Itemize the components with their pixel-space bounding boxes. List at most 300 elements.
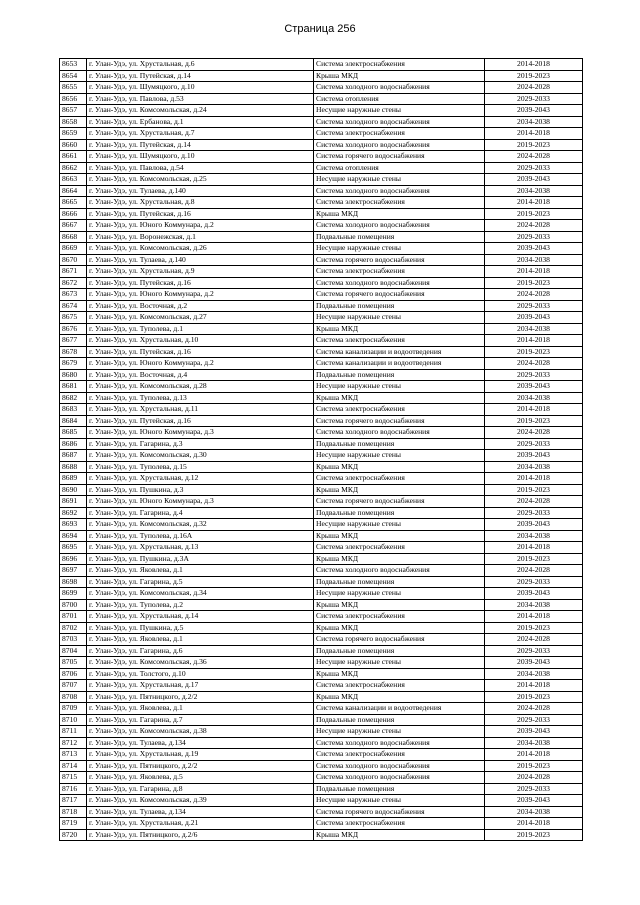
address-cell: г. Улан-Удэ, ул. Комсомольская, д.26 [87, 243, 314, 255]
table-row [60, 622, 583, 634]
record-number-cell: 8675 [60, 312, 87, 324]
table-row [60, 266, 583, 278]
repair-period-cell: 2034-2038 [485, 116, 583, 128]
record-number-cell: 8666 [60, 208, 87, 220]
building-system-cell: Крыша МКД [314, 461, 485, 473]
building-system-cell: Система электроснабжения [314, 335, 485, 347]
record-number-cell: 8672 [60, 277, 87, 289]
table-row [60, 473, 583, 485]
record-number-cell: 8708 [60, 691, 87, 703]
building-system-cell: Система холодного водоснабжения [314, 277, 485, 289]
building-system-cell: Система холодного водоснабжения [314, 139, 485, 151]
repair-period-cell: 2019-2023 [485, 70, 583, 82]
repair-period-cell: 2029-2033 [485, 231, 583, 243]
building-system-cell: Подвальные помещения [314, 231, 485, 243]
repair-period-cell: 2029-2033 [485, 93, 583, 105]
repair-period-cell: 2019-2023 [485, 484, 583, 496]
table-row [60, 404, 583, 416]
table-row [60, 116, 583, 128]
address-cell: г. Улан-Удэ, ул. Путейская, д.16 [87, 277, 314, 289]
table-row [60, 611, 583, 623]
address-cell: г. Улан-Удэ, ул. Хрустальная, д.6 [87, 59, 314, 71]
repair-period-cell: 2029-2033 [485, 645, 583, 657]
address-cell: г. Улан-Удэ, ул. Комсомольская, д.34 [87, 588, 314, 600]
table-row [60, 231, 583, 243]
table-row [60, 576, 583, 588]
repair-period-cell: 2024-2028 [485, 289, 583, 301]
building-system-cell: Система холодного водоснабжения [314, 116, 485, 128]
repair-period-cell: 2014-2018 [485, 611, 583, 623]
building-system-cell: Система канализации и водоотведения [314, 703, 485, 715]
building-system-cell: Система холодного водоснабжения [314, 772, 485, 784]
repair-period-cell: 2014-2018 [485, 542, 583, 554]
building-system-cell: Система электроснабжения [314, 128, 485, 140]
table-row [60, 818, 583, 830]
repair-period-cell: 2024-2028 [485, 358, 583, 370]
address-cell: г. Улан-Удэ, ул. Пушкина, д.5 [87, 622, 314, 634]
repair-period-cell: 2014-2018 [485, 197, 583, 209]
repair-period-cell: 2034-2038 [485, 254, 583, 266]
address-cell: г. Улан-Удэ, ул. Юного Коммунара, д.2 [87, 220, 314, 232]
building-system-cell: Система электроснабжения [314, 542, 485, 554]
record-number-cell: 8653 [60, 59, 87, 71]
record-number-cell: 8663 [60, 174, 87, 186]
address-cell: г. Улан-Удэ, ул. Юного Коммунара, д.3 [87, 496, 314, 508]
address-cell: г. Улан-Удэ, ул. Хрустальная, д.12 [87, 473, 314, 485]
record-number-cell: 8709 [60, 703, 87, 715]
record-number-cell: 8661 [60, 151, 87, 163]
record-number-cell: 8700 [60, 599, 87, 611]
building-system-cell: Система электроснабжения [314, 611, 485, 623]
building-system-cell: Несущие наружные стены [314, 174, 485, 186]
record-number-cell: 8684 [60, 415, 87, 427]
record-number-cell: 8686 [60, 438, 87, 450]
table-row [60, 415, 583, 427]
repair-period-cell: 2039-2043 [485, 450, 583, 462]
building-system-cell: Система электроснабжения [314, 404, 485, 416]
record-number-cell: 8704 [60, 645, 87, 657]
building-system-cell: Система отопления [314, 162, 485, 174]
building-system-cell: Крыша МКД [314, 599, 485, 611]
building-system-cell: Система холодного водоснабжения [314, 565, 485, 577]
record-number-cell: 8681 [60, 381, 87, 393]
address-cell: г. Улан-Удэ, ул. Шумяцкого, д.10 [87, 151, 314, 163]
address-cell: г. Улан-Удэ, ул. Хрустальная, д.10 [87, 335, 314, 347]
repair-period-cell: 2039-2043 [485, 174, 583, 186]
record-number-cell: 8718 [60, 806, 87, 818]
repair-period-cell: 2039-2043 [485, 312, 583, 324]
record-number-cell: 8677 [60, 335, 87, 347]
record-number-cell: 8664 [60, 185, 87, 197]
repair-period-cell: 2029-2033 [485, 714, 583, 726]
repair-period-cell: 2019-2023 [485, 760, 583, 772]
table-row [60, 496, 583, 508]
address-cell: г. Улан-Удэ, ул. Путейская, д.16 [87, 208, 314, 220]
repair-period-cell: 2039-2043 [485, 795, 583, 807]
building-system-cell: Система холодного водоснабжения [314, 185, 485, 197]
record-number-cell: 8701 [60, 611, 87, 623]
table-row [60, 208, 583, 220]
table-row [60, 783, 583, 795]
repair-period-cell: 2034-2038 [485, 392, 583, 404]
table-row [60, 519, 583, 531]
building-system-cell: Система горячего водоснабжения [314, 496, 485, 508]
record-number-cell: 8678 [60, 346, 87, 358]
record-number-cell: 8720 [60, 829, 87, 841]
building-system-cell: Система горячего водоснабжения [314, 634, 485, 646]
address-cell: г. Улан-Удэ, ул. Пушкина, д.3 [87, 484, 314, 496]
repair-period-cell: 2039-2043 [485, 105, 583, 117]
record-number-cell: 8687 [60, 450, 87, 462]
table-row [60, 162, 583, 174]
record-number-cell: 8698 [60, 576, 87, 588]
repair-period-cell: 2019-2023 [485, 139, 583, 151]
building-system-cell: Крыша МКД [314, 484, 485, 496]
repair-period-cell: 2029-2033 [485, 438, 583, 450]
table-row [60, 197, 583, 209]
record-number-cell: 8667 [60, 220, 87, 232]
address-cell: г. Улан-Удэ, ул. Комсомольская, д.27 [87, 312, 314, 324]
record-number-cell: 8692 [60, 507, 87, 519]
address-cell: г. Улан-Удэ, ул. Тулаева, д.140 [87, 254, 314, 266]
record-number-cell: 8714 [60, 760, 87, 772]
table-row [60, 93, 583, 105]
address-cell: г. Улан-Удэ, ул. Павлова, д.53 [87, 93, 314, 105]
repair-period-cell: 2014-2018 [485, 818, 583, 830]
record-number-cell: 8702 [60, 622, 87, 634]
table-row [60, 323, 583, 335]
repair-period-cell: 2039-2043 [485, 726, 583, 738]
repair-period-cell: 2019-2023 [485, 415, 583, 427]
address-cell: г. Улан-Удэ, ул. Хрустальная, д.11 [87, 404, 314, 416]
address-cell: г. Улан-Удэ, ул. Тулаева, д.134 [87, 806, 314, 818]
building-system-cell: Крыша МКД [314, 392, 485, 404]
table-row [60, 277, 583, 289]
building-system-cell: Система горячего водоснабжения [314, 254, 485, 266]
repair-period-cell: 2019-2023 [485, 829, 583, 841]
table-row [60, 680, 583, 692]
building-system-cell: Крыша МКД [314, 208, 485, 220]
building-system-cell: Несущие наружные стены [314, 795, 485, 807]
building-system-cell: Несущие наружные стены [314, 726, 485, 738]
table-row [60, 289, 583, 301]
record-number-cell: 8693 [60, 519, 87, 531]
table-row [60, 726, 583, 738]
building-system-cell: Несущие наружные стены [314, 381, 485, 393]
record-number-cell: 8682 [60, 392, 87, 404]
building-system-cell: Несущие наружные стены [314, 657, 485, 669]
address-cell: г. Улан-Удэ, ул. Юного Коммунара, д.2 [87, 358, 314, 370]
table-row [60, 82, 583, 94]
repair-period-cell: 2019-2023 [485, 346, 583, 358]
record-number-cell: 8715 [60, 772, 87, 784]
record-number-cell: 8683 [60, 404, 87, 416]
table-row [60, 806, 583, 818]
building-system-cell: Система холодного водоснабжения [314, 760, 485, 772]
record-number-cell: 8658 [60, 116, 87, 128]
table-row [60, 335, 583, 347]
address-cell: г. Улан-Удэ, ул. Юного Коммунара, д.3 [87, 427, 314, 439]
address-cell: г. Улан-Удэ, ул. Путейская, д.16 [87, 415, 314, 427]
repair-period-cell: 2034-2038 [485, 530, 583, 542]
repair-period-cell: 2024-2028 [485, 82, 583, 94]
repair-period-cell: 2024-2028 [485, 634, 583, 646]
address-cell: г. Улан-Удэ, ул. Хрустальная, д.21 [87, 818, 314, 830]
repair-period-cell: 2034-2038 [485, 461, 583, 473]
building-system-cell: Система электроснабжения [314, 59, 485, 71]
address-cell: г. Улан-Удэ, ул. Туполева, д.13 [87, 392, 314, 404]
record-number-cell: 8694 [60, 530, 87, 542]
repair-period-cell: 2039-2043 [485, 243, 583, 255]
address-cell: г. Улан-Удэ, ул. Комсомольская, д.38 [87, 726, 314, 738]
building-system-cell: Несущие наружные стены [314, 243, 485, 255]
table-row [60, 300, 583, 312]
building-system-cell: Подвальные помещения [314, 507, 485, 519]
table-row [60, 530, 583, 542]
record-number-cell: 8656 [60, 93, 87, 105]
address-cell: г. Улан-Удэ, ул. Пушкина, д.3А [87, 553, 314, 565]
table-row [60, 542, 583, 554]
table-row [60, 139, 583, 151]
table-row [60, 369, 583, 381]
table-row [60, 243, 583, 255]
building-system-cell: Несущие наружные стены [314, 105, 485, 117]
building-system-cell: Система электроснабжения [314, 266, 485, 278]
repair-period-cell: 2014-2018 [485, 128, 583, 140]
building-system-cell: Несущие наружные стены [314, 519, 485, 531]
building-system-cell: Крыша МКД [314, 691, 485, 703]
repair-period-cell: 2034-2038 [485, 806, 583, 818]
repair-period-cell: 2014-2018 [485, 680, 583, 692]
table-row [60, 714, 583, 726]
table-row [60, 128, 583, 140]
table-row [60, 760, 583, 772]
table-row [60, 70, 583, 82]
address-cell: г. Улан-Удэ, ул. Комсомольская, д.25 [87, 174, 314, 186]
table-row [60, 657, 583, 669]
address-cell: г. Улан-Удэ, ул. Пятницкого, д.2/6 [87, 829, 314, 841]
table-row [60, 151, 583, 163]
address-cell: г. Улан-Удэ, ул. Туполева, д.2 [87, 599, 314, 611]
repair-period-cell: 2029-2033 [485, 369, 583, 381]
building-system-cell: Система электроснабжения [314, 680, 485, 692]
record-number-cell: 8712 [60, 737, 87, 749]
table-row [60, 105, 583, 117]
repair-period-cell: 2024-2028 [485, 565, 583, 577]
address-cell: г. Улан-Удэ, ул. Гагарина, д.8 [87, 783, 314, 795]
building-system-cell: Система электроснабжения [314, 818, 485, 830]
table-row [60, 691, 583, 703]
building-system-cell: Подвальные помещения [314, 438, 485, 450]
table-row [60, 795, 583, 807]
address-cell: г. Улан-Удэ, ул. Яковлева, д.1 [87, 634, 314, 646]
table-row [60, 772, 583, 784]
record-number-cell: 8676 [60, 323, 87, 335]
address-cell: г. Улан-Удэ, ул. Путейская, д.14 [87, 70, 314, 82]
address-cell: г. Улан-Удэ, ул. Юного Коммунара, д.2 [87, 289, 314, 301]
address-cell: г. Улан-Удэ, ул. Хрустальная, д.7 [87, 128, 314, 140]
address-cell: г. Улан-Удэ, ул. Хрустальная, д.17 [87, 680, 314, 692]
address-cell: г. Улан-Удэ, ул. Восточная, д.4 [87, 369, 314, 381]
record-number-cell: 8711 [60, 726, 87, 738]
address-cell: г. Улан-Удэ, ул. Павлова, д.54 [87, 162, 314, 174]
page-title: Страница 256 [284, 23, 356, 35]
building-system-cell: Крыша МКД [314, 553, 485, 565]
record-number-cell: 8655 [60, 82, 87, 94]
record-number-cell: 8691 [60, 496, 87, 508]
repair-period-cell: 2024-2028 [485, 427, 583, 439]
building-system-cell: Подвальные помещения [314, 576, 485, 588]
address-cell: г. Улан-Удэ, ул. Толстого, д.10 [87, 668, 314, 680]
address-cell: г. Улан-Удэ, ул. Тулаева, д.134 [87, 737, 314, 749]
repair-period-cell: 2039-2043 [485, 519, 583, 531]
table-row [60, 599, 583, 611]
repair-period-cell: 2034-2038 [485, 737, 583, 749]
address-cell: г. Улан-Удэ, ул. Комсомольская, д.24 [87, 105, 314, 117]
building-system-cell: Крыша МКД [314, 829, 485, 841]
address-cell: г. Улан-Удэ, ул. Туполева, д.16А [87, 530, 314, 542]
building-system-cell: Система горячего водоснабжения [314, 289, 485, 301]
building-system-cell: Система горячего водоснабжения [314, 415, 485, 427]
building-system-cell: Система холодного водоснабжения [314, 220, 485, 232]
record-number-cell: 8660 [60, 139, 87, 151]
building-system-cell: Подвальные помещения [314, 645, 485, 657]
table-row [60, 59, 583, 71]
building-system-cell: Система горячего водоснабжения [314, 806, 485, 818]
record-number-cell: 8713 [60, 749, 87, 761]
address-cell: г. Улан-Удэ, ул. Воронежская, д.1 [87, 231, 314, 243]
repair-period-cell: 2029-2033 [485, 576, 583, 588]
record-number-cell: 8670 [60, 254, 87, 266]
address-cell: г. Улан-Удэ, ул. Гагарина, д.4 [87, 507, 314, 519]
repair-period-cell: 2019-2023 [485, 277, 583, 289]
building-system-cell: Система холодного водоснабжения [314, 737, 485, 749]
repair-period-cell: 2024-2028 [485, 772, 583, 784]
building-system-cell: Несущие наружные стены [314, 450, 485, 462]
repair-period-cell: 2024-2028 [485, 496, 583, 508]
repair-period-cell: 2014-2018 [485, 59, 583, 71]
repair-period-cell: 2019-2023 [485, 691, 583, 703]
record-number-cell: 8703 [60, 634, 87, 646]
register-table-body [60, 59, 583, 841]
building-system-cell: Система электроснабжения [314, 473, 485, 485]
register-table [59, 58, 583, 841]
repair-period-cell: 2024-2028 [485, 151, 583, 163]
address-cell: г. Улан-Удэ, ул. Восточная, д.2 [87, 300, 314, 312]
record-number-cell: 8665 [60, 197, 87, 209]
repair-period-cell: 2024-2028 [485, 703, 583, 715]
address-cell: г. Улан-Удэ, ул. Пятницкого, д.2/2 [87, 691, 314, 703]
building-system-cell: Несущие наружные стены [314, 588, 485, 600]
building-system-cell: Крыша МКД [314, 70, 485, 82]
record-number-cell: 8688 [60, 461, 87, 473]
building-system-cell: Крыша МКД [314, 668, 485, 680]
building-system-cell: Система холодного водоснабжения [314, 82, 485, 94]
table-row [60, 346, 583, 358]
address-cell: г. Улан-Удэ, ул. Яковлева, д.1 [87, 565, 314, 577]
address-cell: г. Улан-Удэ, ул. Хрустальная, д.13 [87, 542, 314, 554]
repair-period-cell: 2024-2028 [485, 220, 583, 232]
repair-period-cell: 2014-2018 [485, 749, 583, 761]
record-number-cell: 8657 [60, 105, 87, 117]
repair-period-cell: 2034-2038 [485, 323, 583, 335]
address-cell: г. Улан-Удэ, ул. Ербанова, д.1 [87, 116, 314, 128]
repair-period-cell: 2029-2033 [485, 507, 583, 519]
record-number-cell: 8716 [60, 783, 87, 795]
address-cell: г. Улан-Удэ, ул. Гагарина, д.7 [87, 714, 314, 726]
table-row [60, 749, 583, 761]
repair-period-cell: 2039-2043 [485, 381, 583, 393]
table-row [60, 737, 583, 749]
table-row [60, 220, 583, 232]
record-number-cell: 8673 [60, 289, 87, 301]
table-row [60, 461, 583, 473]
record-number-cell: 8662 [60, 162, 87, 174]
table-row [60, 634, 583, 646]
repair-period-cell: 2014-2018 [485, 266, 583, 278]
record-number-cell: 8674 [60, 300, 87, 312]
table-row [60, 507, 583, 519]
repair-period-cell: 2029-2033 [485, 162, 583, 174]
record-number-cell: 8695 [60, 542, 87, 554]
repair-period-cell: 2019-2023 [485, 208, 583, 220]
record-number-cell: 8697 [60, 565, 87, 577]
address-cell: г. Улан-Удэ, ул. Пятницкого, д.2/2 [87, 760, 314, 772]
record-number-cell: 8685 [60, 427, 87, 439]
table-row [60, 484, 583, 496]
building-system-cell: Система электроснабжения [314, 197, 485, 209]
table-row [60, 553, 583, 565]
address-cell: г. Улан-Удэ, ул. Путейская, д.14 [87, 139, 314, 151]
record-number-cell: 8668 [60, 231, 87, 243]
building-system-cell: Система электроснабжения [314, 749, 485, 761]
repair-period-cell: 2014-2018 [485, 404, 583, 416]
address-cell: г. Улан-Удэ, ул. Гагарина, д.6 [87, 645, 314, 657]
record-number-cell: 8690 [60, 484, 87, 496]
table-row [60, 668, 583, 680]
building-system-cell: Система холодного водоснабжения [314, 427, 485, 439]
table-row [60, 565, 583, 577]
record-number-cell: 8705 [60, 657, 87, 669]
address-cell: г. Улан-Удэ, ул. Туполева, д.1 [87, 323, 314, 335]
address-cell: г. Улан-Удэ, ул. Хрустальная, д.14 [87, 611, 314, 623]
building-system-cell: Система канализации и водоотведения [314, 358, 485, 370]
repair-period-cell: 2029-2033 [485, 783, 583, 795]
table-row [60, 438, 583, 450]
repair-period-cell: 2039-2043 [485, 657, 583, 669]
address-cell: г. Улан-Удэ, ул. Комсомольская, д.30 [87, 450, 314, 462]
record-number-cell: 8696 [60, 553, 87, 565]
building-system-cell: Подвальные помещения [314, 300, 485, 312]
building-system-cell: Система отопления [314, 93, 485, 105]
building-system-cell: Крыша МКД [314, 622, 485, 634]
table-row [60, 381, 583, 393]
building-system-cell: Подвальные помещения [314, 714, 485, 726]
address-cell: г. Улан-Удэ, ул. Путейская, д.16 [87, 346, 314, 358]
record-number-cell: 8707 [60, 680, 87, 692]
repair-period-cell: 2019-2023 [485, 622, 583, 634]
record-number-cell: 8706 [60, 668, 87, 680]
address-cell: г. Улан-Удэ, ул. Комсомольская, д.36 [87, 657, 314, 669]
building-system-cell: Крыша МКД [314, 323, 485, 335]
record-number-cell: 8710 [60, 714, 87, 726]
record-number-cell: 8680 [60, 369, 87, 381]
record-number-cell: 8659 [60, 128, 87, 140]
building-system-cell: Система канализации и водоотведения [314, 346, 485, 358]
building-system-cell: Крыша МКД [314, 530, 485, 542]
repair-period-cell: 2014-2018 [485, 473, 583, 485]
repair-period-cell: 2034-2038 [485, 599, 583, 611]
